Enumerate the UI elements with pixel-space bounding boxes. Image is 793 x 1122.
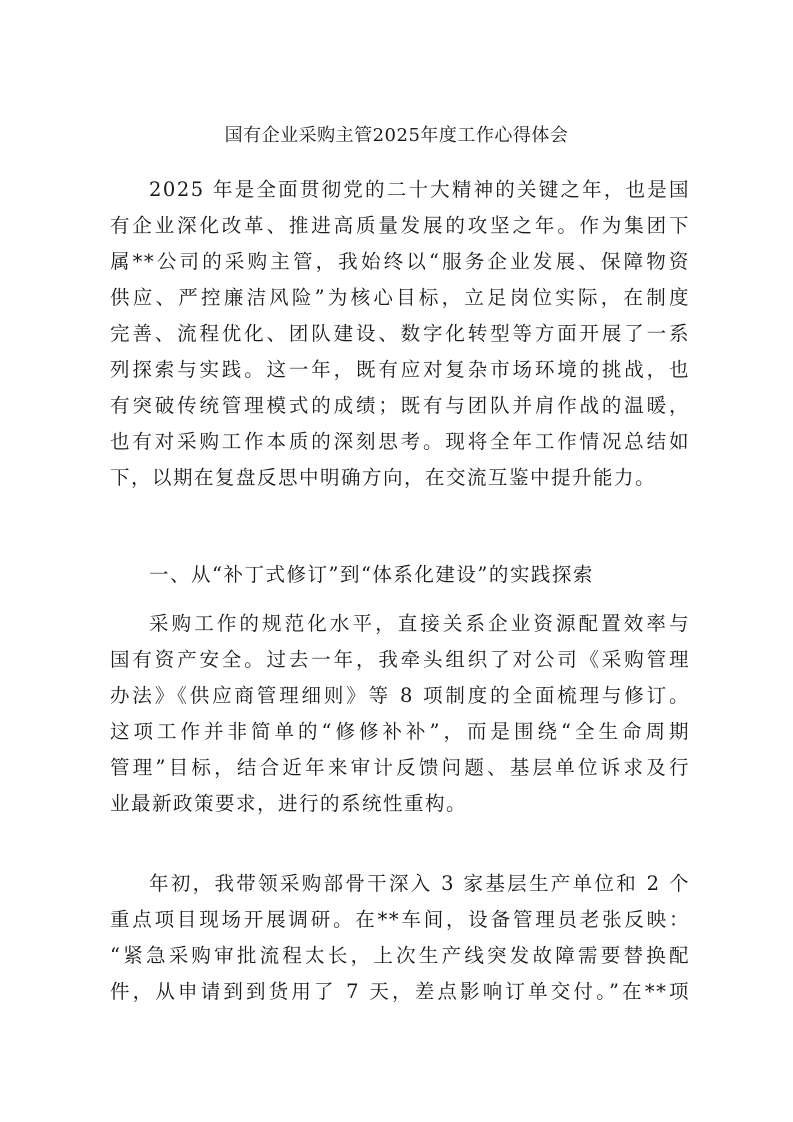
text-line: 列探索与实践。这一年，既有应对复杂市场环境的挑战，也 (110, 358, 690, 381)
text-line: 有企业深化改革、推进高质量发展的攻坚之年。作为集团下 (110, 214, 690, 237)
document-title: 国有企业采购主管2025年度工作心得体会 (224, 125, 569, 146)
text-line: 完善、流程优化、团队建设、数字化转型等方面开展了一系 (110, 322, 690, 345)
text-line: 件，从申请到到货用了 7 天，差点影响订单交付。”在**项 (110, 980, 690, 1003)
text-line: 年初，我带领采购部骨干深入 3 家基层生产单位和 2 个 (149, 872, 690, 895)
text-line: 也有对采购工作本质的深刻思考。现将全年工作情况总结如 (110, 430, 690, 453)
text-line: 管理”目标，结合近年来审计反馈问题、基层单位诉求及行 (110, 756, 690, 779)
text-line: 办法》《供应商管理细则》等 8 项制度的全面梳理与修订。 (110, 684, 690, 707)
text-line: 业最新政策要求，进行的系统性重构。 (110, 792, 468, 815)
text-line: 供应、严控廉洁风险”为核心目标，立足岗位实际，在制度 (110, 286, 690, 309)
text-line: 属**公司的采购主管，我始终以“服务企业发展、保障物资 (110, 250, 690, 273)
text-line: “紧急采购审批流程太长，上次生产线突发故障需要替换配 (110, 944, 690, 967)
text-line: 这项工作并非简单的“修修补补”，而是围绕“全生命周期 (110, 720, 690, 743)
section-heading: 一、从“补丁式修订”到“体系化建设”的实践探索 (149, 563, 594, 586)
text-line: 国有资产安全。过去一年，我牵头组织了对公司《采购管理 (110, 648, 690, 671)
paragraph-intro (110, 172, 690, 496)
text-line: 2025 年是全面贯彻党的二十大精神的关键之年，也是国 (149, 178, 690, 201)
paragraph-research (110, 866, 690, 1010)
paragraph-section-1 (110, 606, 690, 822)
text-line: 采购工作的规范化水平，直接关系企业资源配置效率与 (149, 612, 690, 635)
text-line: 下，以期在复盘反思中明确方向，在交流互鉴中提升能力。 (110, 466, 657, 489)
text-line: 有突破传统管理模式的成绩；既有与团队并肩作战的温暖， (110, 394, 690, 417)
text-line: 重点项目现场开展调研。在**车间，设备管理员老张反映： (110, 908, 690, 931)
